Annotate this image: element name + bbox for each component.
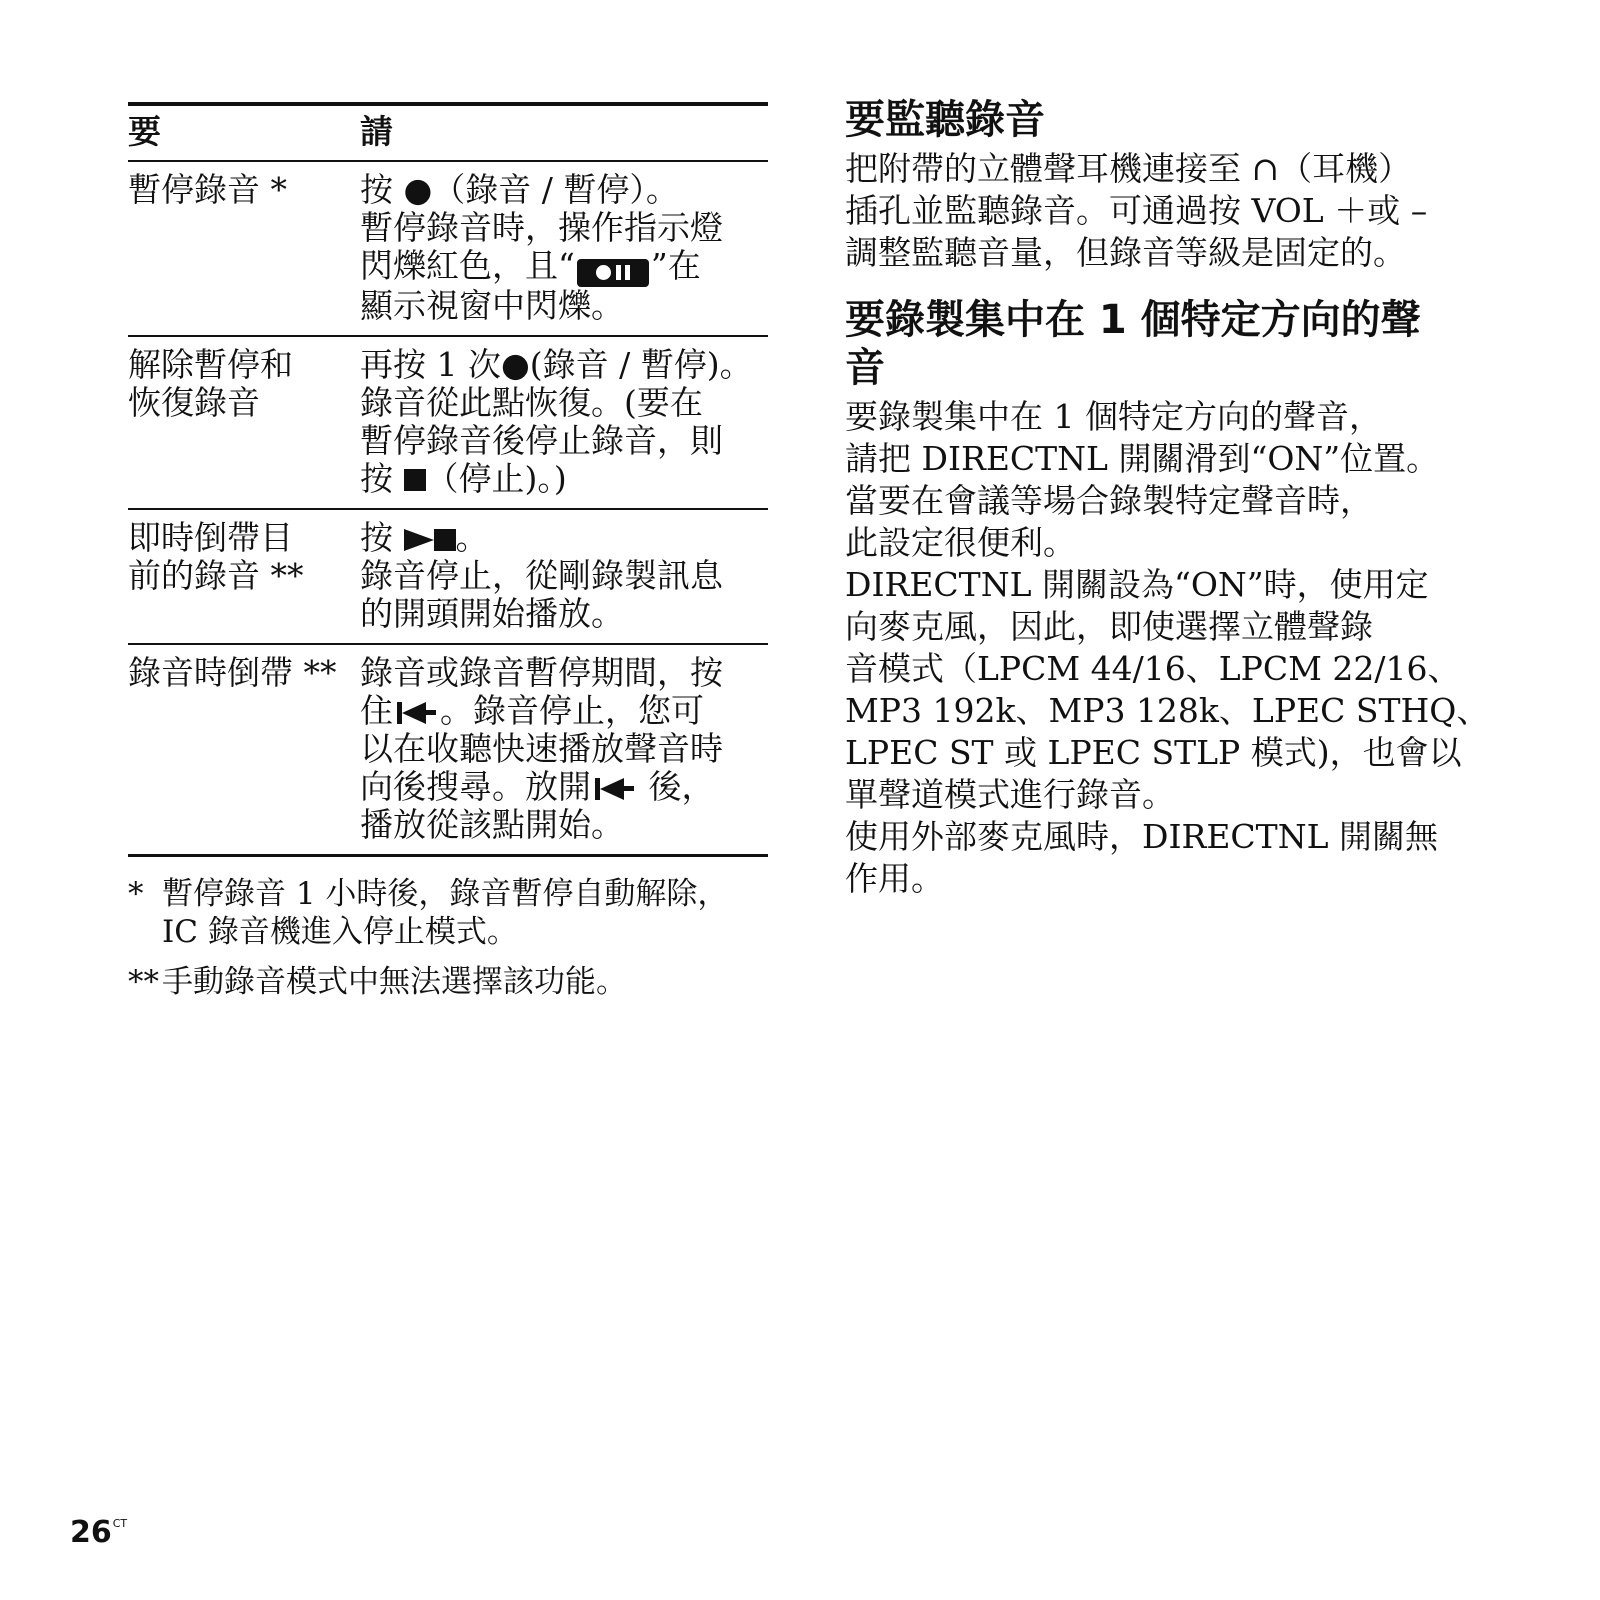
paragraph-line: MP3 192k、MP3 128k、LPEC STHQ、: [845, 691, 1490, 730]
instruction-line: 以在收聽快速播放聲音時: [360, 728, 723, 768]
instruction-line: 錄音從此點恢復。(要在: [360, 382, 703, 422]
instruction-text: 閃爍紅色，且“: [360, 246, 575, 285]
footnote-single-asterisk: [128, 875, 768, 951]
footnote-line: 暫停錄音 1 小時後，錄音暫停自動解除，: [162, 875, 729, 912]
instruction-line: 錄音或錄音暫停期間，按: [360, 652, 723, 692]
instruction-line: 播放從該點開始。: [360, 804, 624, 844]
action-text: 錄音時倒帶 **: [128, 652, 337, 692]
section-directional-recording: [845, 296, 1495, 900]
paragraph-line: LPEC ST 或 LPEC STLP 模式)，也會以: [845, 733, 1462, 772]
paragraph-line: DIRECTNL 開關設為“ON”時，使用定: [845, 565, 1429, 604]
instruction-line: [360, 346, 768, 384]
table-row: [128, 161, 768, 336]
table-row: [128, 644, 768, 856]
footnote-line: IC 錄音機進入停止模式。: [162, 913, 518, 950]
paragraph-line: 要錄製集中在 1 個特定方向的聲音，: [845, 397, 1382, 436]
instruction-text: 按: [360, 458, 404, 498]
instruction-line: [360, 519, 768, 557]
page-number-suffix: CT: [112, 1517, 128, 1530]
paragraph: [845, 564, 1495, 816]
instruction-line: [360, 460, 768, 498]
table-row: [128, 509, 768, 644]
paragraph-line: 把附帶的立體聲耳機連接至 ∩（耳機）: [845, 149, 1412, 188]
action-cell: [128, 161, 360, 336]
footnote-line: 手動錄音模式中無法選擇該功能。: [162, 963, 627, 1000]
action-text: 解除暫停和: [128, 344, 293, 384]
left-column: [128, 102, 768, 1013]
instruction-text: （錄音 / 暫停）。: [432, 170, 679, 209]
table-row: [128, 336, 768, 509]
paragraph-line: 作用。: [845, 859, 944, 898]
action-text: 即時倒帶目: [128, 517, 293, 557]
title-line: 要錄製集中在 1 個特定方向的聲: [845, 297, 1421, 343]
record-dot-icon: ●: [403, 170, 433, 209]
instruction-cell: [360, 644, 768, 856]
paragraph-line: 向麥克風，因此，即使選擇立體聲錄: [845, 607, 1373, 646]
footnote-mark: **: [128, 963, 159, 1000]
action-text: 暫停錄音 *: [128, 170, 287, 209]
rewind-icon: [397, 702, 436, 724]
paragraph-line: 插孔並監聽錄音。可通過按 VOL ＋或 –: [845, 191, 1428, 230]
play-stop-icon: [404, 529, 456, 551]
pause-display-icon: [577, 259, 649, 287]
paragraph: [845, 396, 1495, 564]
instruction-line: 暫停錄音後停止錄音，則: [360, 420, 723, 460]
instruction-cell: [360, 336, 768, 509]
instruction-text: ”在: [650, 246, 701, 285]
right-column: [845, 96, 1495, 922]
paragraph: [845, 148, 1495, 274]
instruction-line: 的開頭開始播放。: [360, 593, 624, 633]
instruction-text: 按: [360, 170, 404, 209]
action-text: 恢復錄音: [128, 382, 260, 422]
header-do-this: 請: [360, 104, 768, 161]
instruction-text: 住: [360, 690, 393, 730]
instruction-line: [360, 171, 768, 209]
instruction-text: 向後搜尋。放開: [360, 766, 591, 806]
paragraph-line: 請把 DIRECTNL 開關滑到“ON”位置。: [845, 439, 1440, 478]
instruction-text: 再按 1 次: [360, 344, 501, 384]
paragraph-line: 調整監聽音量，但錄音等級是固定的。: [845, 233, 1406, 272]
instruction-text: 按: [360, 517, 404, 557]
action-cell: [128, 336, 360, 509]
footnote-double-asterisk: [128, 963, 768, 1001]
instruction-cell: [360, 509, 768, 644]
operations-table: [128, 102, 768, 857]
instruction-text: （停止)。): [425, 458, 567, 498]
instruction-line: [360, 247, 768, 287]
section-title: [845, 296, 1495, 392]
instruction-line: 顯示視窗中閃爍。: [360, 285, 624, 325]
header-to-do: 要: [128, 104, 360, 161]
footnote-text: [162, 963, 627, 1001]
footnotes: [128, 875, 768, 1001]
instruction-cell: [360, 161, 768, 336]
instruction-text: 。: [455, 517, 489, 557]
table-header-row: [128, 104, 768, 161]
instruction-line: 暫停錄音時，操作指示燈: [360, 208, 723, 247]
instruction-line: [360, 692, 768, 730]
paragraph: [845, 816, 1495, 900]
paragraph-line: 音模式（LPCM 44/16、LPCM 22/16、: [845, 649, 1461, 688]
instruction-line: [360, 768, 768, 806]
section-title: 要監聽錄音: [845, 97, 1045, 143]
rewind-icon: [595, 778, 634, 800]
instruction-text: 。錄音停止，您可: [440, 690, 704, 730]
action-text: 前的錄音 **: [128, 555, 304, 595]
action-cell: [128, 509, 360, 644]
record-dot-icon: ●: [500, 344, 530, 384]
instruction-text: 後，: [638, 766, 715, 806]
page-number-value: 26: [70, 1515, 112, 1550]
stop-square-icon: [404, 469, 426, 491]
footnote-mark: *: [128, 875, 144, 912]
section-monitor-recording: [845, 96, 1495, 274]
paragraph-line: 此設定很便利。: [845, 523, 1076, 562]
title-line: 音: [845, 345, 885, 391]
instruction-text: (錄音 / 暫停)。: [529, 344, 753, 384]
paragraph-line: 單聲道模式進行錄音。: [845, 775, 1175, 814]
page-number: [70, 1515, 127, 1550]
paragraph-line: 當要在會議等場合錄製特定聲音時，: [845, 481, 1373, 520]
footnote-text: [162, 875, 728, 951]
instruction-line: 錄音停止，從剛錄製訊息: [360, 555, 723, 595]
action-cell: [128, 644, 360, 856]
paragraph-line: 使用外部麥克風時，DIRECTNL 開關無: [845, 817, 1438, 856]
